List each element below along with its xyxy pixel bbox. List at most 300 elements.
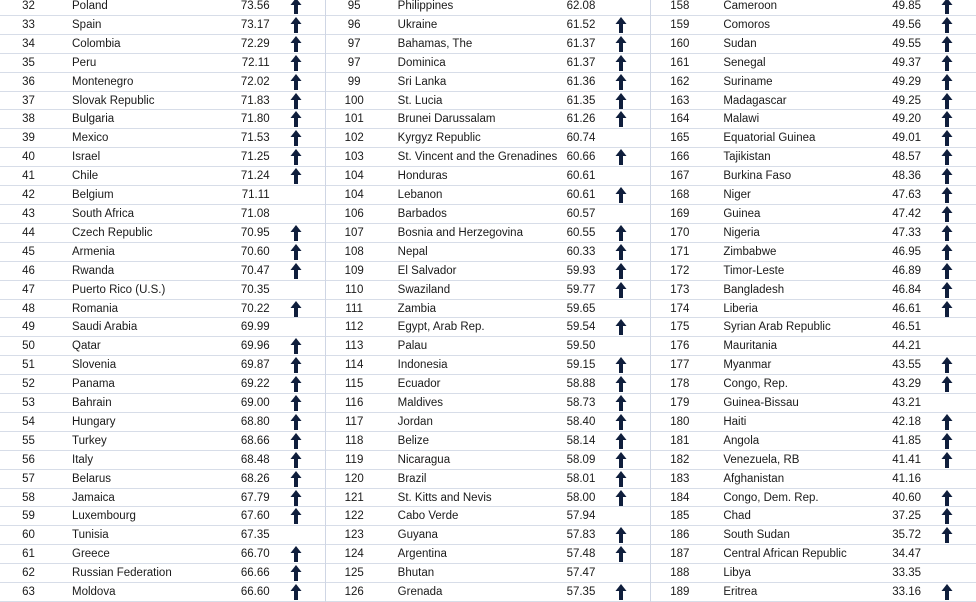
table-row (0, 356, 325, 375)
up-arrow-icon (941, 186, 953, 204)
table-row (0, 148, 325, 167)
score-cell: 44.21 (892, 340, 922, 353)
table-row (326, 148, 651, 167)
table-row (651, 129, 976, 148)
country-cell: Guyana (397, 529, 438, 542)
up-arrow-icon (941, 413, 953, 431)
table-row (326, 262, 651, 281)
table-row (651, 564, 976, 583)
up-arrow-icon (290, 507, 302, 525)
rank-cell: 186 (670, 529, 690, 542)
country-cell: Niger (723, 189, 751, 202)
country-cell: South Sudan (723, 529, 790, 542)
table-row (0, 564, 325, 583)
country-cell: Belgium (72, 189, 114, 202)
table-row (651, 262, 976, 281)
up-arrow-icon (941, 16, 953, 34)
table-row (0, 129, 325, 148)
rank-cell: 32 (22, 0, 35, 12)
country-cell: Bahrain (72, 397, 112, 410)
country-cell: St. Vincent and the Grenadines (397, 151, 558, 164)
country-cell: Turkey (72, 434, 107, 447)
score-cell: 71.24 (240, 170, 270, 183)
table-row (326, 394, 651, 413)
score-cell: 49.55 (892, 37, 922, 50)
country-cell: Mauritania (723, 340, 778, 353)
country-cell: Kyrgyz Republic (397, 132, 481, 145)
country-cell: Zambia (397, 302, 437, 315)
score-cell: 70.95 (240, 226, 270, 239)
country-cell: Ecuador (397, 378, 441, 391)
rank-cell: 36 (22, 75, 35, 88)
score-cell: 48.36 (892, 170, 922, 183)
score-cell: 71.83 (240, 94, 270, 107)
country-cell: Czech Republic (72, 226, 153, 239)
score-cell: 68.80 (240, 415, 270, 428)
table-row (326, 300, 651, 319)
country-cell: Maldives (397, 397, 444, 410)
up-arrow-icon (290, 129, 302, 147)
rank-cell: 41 (22, 170, 35, 183)
table-row (326, 545, 651, 564)
rank-cell: 183 (670, 472, 690, 485)
table-row (0, 507, 325, 526)
table-row (651, 205, 976, 224)
country-cell: Moldova (72, 586, 116, 599)
rank-cell: 115 (345, 378, 364, 391)
score-cell: 60.55 (566, 226, 596, 239)
table-row (0, 583, 325, 602)
country-cell: South Africa (72, 207, 135, 220)
up-arrow-icon (941, 300, 953, 318)
rank-cell: 188 (670, 567, 690, 580)
score-cell: 43.21 (892, 397, 922, 410)
rank-cell: 44 (22, 226, 35, 239)
score-cell: 69.99 (240, 321, 270, 334)
score-cell: 58.01 (566, 472, 596, 485)
score-cell: 46.51 (892, 321, 922, 334)
rank-cell: 61 (22, 548, 35, 561)
score-cell: 41.16 (892, 472, 922, 485)
table-row (651, 356, 976, 375)
score-cell: 69.00 (240, 397, 270, 410)
score-cell: 59.65 (566, 302, 596, 315)
country-cell: Zimbabwe (723, 245, 777, 258)
country-cell: Armenia (72, 245, 115, 258)
up-arrow-icon (941, 110, 953, 128)
up-arrow-icon (615, 526, 627, 544)
country-cell: Liberia (723, 302, 758, 315)
up-arrow-icon (941, 583, 953, 601)
country-cell: Jordan (397, 415, 433, 428)
rank-cell: 118 (345, 434, 364, 447)
country-cell: Bahamas, The (397, 37, 473, 50)
rank-cell: 109 (344, 264, 364, 277)
rank-cell: 96 (347, 18, 361, 31)
country-cell: Angola (723, 434, 760, 447)
score-cell: 49.37 (892, 56, 922, 69)
up-arrow-icon (941, 526, 953, 544)
country-cell: Timor-Leste (723, 264, 785, 277)
score-cell: 58.73 (566, 397, 596, 410)
country-cell: Ukraine (397, 18, 438, 31)
country-cell: Honduras (397, 170, 448, 183)
table-row (0, 432, 325, 451)
country-cell: Montenegro (72, 75, 134, 88)
score-cell: 60.74 (566, 132, 596, 145)
country-cell: Argentina (397, 548, 447, 561)
score-cell: 49.29 (892, 75, 922, 88)
country-cell: Syrian Arab Republic (723, 321, 831, 334)
score-cell: 61.26 (566, 113, 596, 126)
score-cell: 41.41 (892, 453, 922, 466)
score-cell: 58.09 (566, 453, 596, 466)
up-arrow-icon (615, 243, 627, 261)
table-row (0, 394, 325, 413)
country-cell: St. Kitts and Nevis (397, 491, 492, 504)
rank-cell: 114 (345, 359, 364, 372)
up-arrow-icon (290, 394, 302, 412)
rank-cell: 161 (670, 56, 690, 69)
country-cell: Equatorial Guinea (723, 132, 816, 145)
score-cell: 33.16 (892, 586, 922, 599)
up-arrow-icon (290, 451, 302, 469)
country-cell: Lebanon (397, 189, 443, 202)
rank-cell: 179 (670, 397, 690, 410)
score-cell: 69.22 (240, 378, 270, 391)
rank-cell: 181 (670, 434, 690, 447)
country-cell: Nepal (397, 245, 428, 258)
rank-cell: 58 (22, 491, 35, 504)
rank-cell: 174 (670, 302, 690, 315)
table-row (326, 167, 651, 186)
score-cell: 46.89 (892, 264, 922, 277)
country-cell: Hungary (72, 415, 116, 428)
rank-cell: 171 (670, 245, 690, 258)
ranking-column-1 (0, 0, 325, 602)
country-cell: Slovak Republic (72, 94, 155, 107)
up-arrow-icon (615, 73, 627, 91)
up-arrow-icon (615, 394, 627, 412)
up-arrow-icon (615, 186, 627, 204)
score-cell: 57.35 (566, 586, 596, 599)
rank-cell: 95 (347, 0, 361, 12)
score-cell: 61.37 (566, 56, 596, 69)
rank-cell: 120 (344, 472, 364, 485)
country-cell: Luxembourg (72, 510, 136, 523)
rank-cell: 167 (670, 170, 690, 183)
up-arrow-icon (290, 92, 302, 110)
score-cell: 70.60 (240, 245, 270, 258)
table-row (0, 300, 325, 319)
up-arrow-icon (615, 375, 627, 393)
rank-cell: 176 (670, 340, 690, 353)
score-cell: 68.48 (240, 453, 270, 466)
table-row (651, 167, 976, 186)
country-cell: Suriname (723, 75, 773, 88)
score-cell: 46.84 (892, 283, 922, 296)
table-row (326, 16, 651, 35)
rank-cell: 42 (22, 189, 35, 202)
rank-cell: 189 (670, 586, 690, 599)
country-cell: Barbados (397, 207, 447, 220)
rank-cell: 62 (22, 567, 35, 580)
table-row (0, 451, 325, 470)
score-cell: 66.66 (240, 567, 270, 580)
table-row (0, 337, 325, 356)
rank-cell: 47 (22, 283, 35, 296)
up-arrow-icon (941, 73, 953, 91)
rank-cell: 48 (22, 302, 35, 315)
country-cell: Tunisia (72, 529, 109, 542)
up-arrow-icon (615, 413, 627, 431)
up-arrow-icon (941, 224, 953, 242)
score-cell: 60.61 (566, 170, 596, 183)
score-cell: 67.79 (240, 491, 270, 504)
country-cell: Slovenia (72, 359, 117, 372)
country-cell: Haiti (723, 415, 747, 428)
table-row (651, 0, 976, 16)
up-arrow-icon (290, 73, 302, 91)
rank-cell: 184 (670, 491, 690, 504)
up-arrow-icon (941, 148, 953, 166)
country-cell: Chad (723, 510, 751, 523)
score-cell: 67.60 (240, 510, 270, 523)
country-cell: Sri Lanka (397, 75, 447, 88)
score-cell: 70.22 (240, 302, 270, 315)
rank-cell: 168 (670, 189, 690, 202)
country-cell: Nigeria (723, 226, 760, 239)
country-cell: Egypt, Arab Rep. (397, 321, 485, 334)
country-cell: Bangladesh (723, 283, 785, 296)
up-arrow-icon (615, 583, 627, 601)
score-cell: 59.54 (566, 321, 596, 334)
table-row (0, 92, 325, 111)
up-arrow-icon (290, 300, 302, 318)
up-arrow-icon (290, 35, 302, 53)
rank-cell: 166 (670, 151, 690, 164)
up-arrow-icon (290, 545, 302, 563)
rank-cell: 119 (345, 453, 364, 466)
up-arrow-icon (290, 413, 302, 431)
score-cell: 49.25 (892, 94, 922, 107)
rank-cell: 122 (344, 510, 364, 523)
table-row (326, 73, 651, 92)
score-cell: 47.63 (892, 189, 922, 202)
country-cell: Congo, Rep. (723, 378, 788, 391)
up-arrow-icon (941, 432, 953, 450)
up-arrow-icon (290, 356, 302, 374)
up-arrow-icon (290, 375, 302, 393)
rank-cell: 126 (344, 586, 364, 599)
score-cell: 58.88 (566, 378, 596, 391)
table-row (0, 281, 325, 300)
score-cell: 58.14 (566, 434, 596, 447)
table-row (0, 35, 325, 54)
table-row (326, 583, 651, 602)
up-arrow-icon (941, 262, 953, 280)
up-arrow-icon (941, 375, 953, 393)
country-cell: Libya (723, 567, 751, 580)
rank-cell: 40 (22, 151, 35, 164)
table-row (651, 545, 976, 564)
rank-cell: 39 (22, 132, 35, 145)
score-cell: 57.94 (566, 510, 596, 523)
country-cell: Bosnia and Herzegovina (397, 226, 523, 239)
table-row (651, 451, 976, 470)
rank-cell: 164 (670, 113, 690, 126)
score-cell: 71.53 (240, 132, 270, 145)
country-cell: Romania (72, 302, 119, 315)
country-cell: Madagascar (723, 94, 787, 107)
score-cell: 59.77 (566, 283, 596, 296)
rank-cell: 46 (22, 264, 35, 277)
table-row (0, 186, 325, 205)
table-row (326, 224, 651, 243)
rank-cell: 99 (347, 75, 361, 88)
up-arrow-icon (615, 545, 627, 563)
table-row (651, 300, 976, 319)
up-arrow-icon (615, 451, 627, 469)
score-cell: 61.35 (566, 94, 596, 107)
rank-cell: 55 (22, 434, 35, 447)
table-row (326, 318, 651, 337)
table-row (326, 375, 651, 394)
up-arrow-icon (941, 281, 953, 299)
rank-cell: 124 (344, 548, 364, 561)
score-cell: 46.61 (892, 302, 922, 315)
country-cell: Central African Republic (723, 548, 847, 561)
up-arrow-icon (615, 16, 627, 34)
rank-cell: 108 (344, 245, 364, 258)
country-cell: Rwanda (72, 264, 115, 277)
rank-cell: 117 (345, 415, 364, 428)
up-arrow-icon (941, 92, 953, 110)
up-arrow-icon (941, 451, 953, 469)
score-cell: 60.66 (566, 151, 596, 164)
score-cell: 40.60 (892, 491, 922, 504)
table-row (326, 281, 651, 300)
country-cell: Russian Federation (72, 567, 172, 580)
country-cell: Nicaragua (397, 453, 451, 466)
score-cell: 48.57 (892, 151, 922, 164)
up-arrow-icon (615, 92, 627, 110)
country-cell: Italy (72, 453, 94, 466)
rank-cell: 160 (670, 37, 690, 50)
score-cell: 49.20 (892, 113, 922, 126)
country-cell: Palau (397, 340, 428, 353)
country-cell: Qatar (72, 340, 101, 353)
table-row (651, 16, 976, 35)
country-cell: Burkina Faso (723, 170, 792, 183)
country-cell: Bulgaria (72, 113, 115, 126)
rank-cell: 63 (22, 586, 35, 599)
rank-cell: 101 (344, 113, 364, 126)
up-arrow-icon (941, 167, 953, 185)
rank-cell: 59 (22, 510, 35, 523)
table-row (326, 564, 651, 583)
rank-cell: 102 (344, 132, 364, 145)
country-cell: Eritrea (723, 586, 758, 599)
table-row (651, 54, 976, 73)
country-cell: Guinea-Bissau (723, 397, 799, 410)
score-cell: 60.61 (566, 189, 596, 202)
table-row (651, 73, 976, 92)
table-row (651, 489, 976, 508)
rank-cell: 165 (670, 132, 690, 145)
country-cell: Panama (72, 378, 115, 391)
score-cell: 57.83 (566, 529, 596, 542)
table-row (0, 413, 325, 432)
rank-cell: 113 (345, 340, 364, 353)
up-arrow-icon (290, 262, 302, 280)
rank-cell: 33 (22, 18, 35, 31)
rank-cell: 170 (670, 226, 690, 239)
table-row (326, 432, 651, 451)
table-row (651, 243, 976, 262)
score-cell: 60.57 (566, 207, 596, 220)
table-row (326, 54, 651, 73)
country-cell: Jamaica (72, 491, 115, 504)
score-cell: 59.50 (566, 340, 596, 353)
score-cell: 66.70 (240, 548, 270, 561)
score-cell: 49.56 (892, 18, 922, 31)
rank-cell: 175 (670, 321, 690, 334)
country-cell: Indonesia (397, 359, 448, 372)
table-row (326, 35, 651, 54)
up-arrow-icon (941, 205, 953, 223)
table-row (326, 356, 651, 375)
table-row (651, 507, 976, 526)
up-arrow-icon (941, 35, 953, 53)
country-cell: Brazil (397, 472, 427, 485)
table-row (651, 35, 976, 54)
score-cell: 66.60 (240, 586, 270, 599)
rank-cell: 45 (22, 245, 35, 258)
country-cell: Belarus (72, 472, 111, 485)
score-cell: 37.25 (892, 510, 922, 523)
country-cell: Philippines (397, 0, 454, 12)
country-cell: El Salvador (397, 264, 457, 277)
country-cell: Sudan (723, 37, 757, 50)
up-arrow-icon (290, 16, 302, 34)
up-arrow-icon (290, 470, 302, 488)
score-cell: 71.25 (240, 151, 270, 164)
table-row (0, 318, 325, 337)
up-arrow-icon (941, 0, 953, 15)
score-cell: 41.85 (892, 434, 922, 447)
rank-cell: 97 (347, 56, 361, 69)
table-row (326, 186, 651, 205)
rank-cell: 43 (22, 207, 35, 220)
rank-cell: 51 (22, 359, 35, 372)
table-row (326, 0, 651, 16)
rank-cell: 107 (344, 226, 364, 239)
rank-cell: 173 (670, 283, 690, 296)
rank-cell: 180 (670, 415, 690, 428)
rank-cell: 178 (670, 378, 690, 391)
up-arrow-icon (290, 167, 302, 185)
rank-cell: 110 (345, 283, 364, 296)
up-arrow-icon (941, 507, 953, 525)
country-cell: Puerto Rico (U.S.) (72, 283, 166, 296)
table-row (0, 110, 325, 129)
rank-cell: 169 (670, 207, 690, 220)
country-cell: Chile (72, 170, 99, 183)
country-cell: Brunei Darussalam (397, 113, 496, 126)
table-row (326, 526, 651, 545)
table-row (651, 224, 976, 243)
